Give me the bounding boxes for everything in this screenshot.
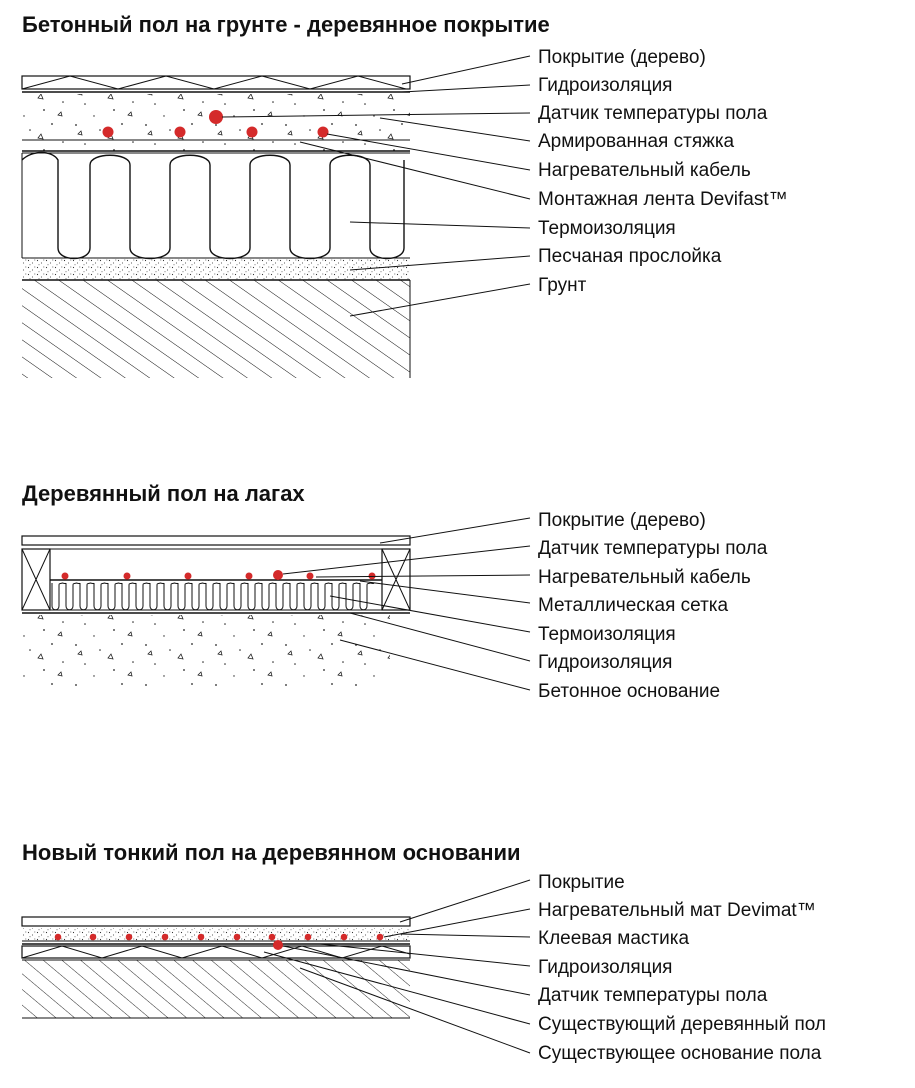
label-heating-cable: Нагревательный кабель [538,160,751,181]
covering-layer [22,917,410,926]
label-existing-floor-base: Существующее основание пола [538,1043,822,1064]
label-heating-mat: Нагревательный мат Devimat™ [538,900,816,921]
label-thermal-insulation: Термоизоляция [538,218,676,239]
floor-temperature-sensor [273,940,283,950]
heating-cable-point [175,127,186,138]
label-reinforced-screed: Армированная стяжка [538,131,735,152]
label-temperature-sensor: Датчик температуры пола [538,103,768,124]
label-waterproofing: Гидроизоляция [538,75,673,96]
label-mounting-tape: Монтажная лента Devifast™ [538,189,788,210]
concrete-base-layer [22,615,390,687]
existing-floor-base-layer [22,960,410,1018]
section-thin-floor-on-wood-base [22,840,826,1064]
label-waterproofing: Гидроизоляция [538,652,673,673]
label-covering: Покрытие [538,872,625,893]
sand-layer [22,258,410,280]
label-wood-covering: Покрытие (дерево) [538,47,706,68]
label-concrete-base: Бетонное основание [538,681,721,702]
label-temperature-sensor: Датчик температуры пола [538,538,768,559]
floor-temperature-sensor [209,110,223,124]
label-sand-layer: Песчаная прослойка [538,246,722,267]
adhesive-mastic-layer [22,928,410,941]
heating-cable-point [247,127,258,138]
label-thermal-insulation: Термоизоляция [538,624,676,645]
section-wood-floor-on-joists [22,481,768,702]
section-title: Деревянный пол на лагах [22,481,305,506]
thermal-insulation-layer [52,583,374,610]
label-wood-covering: Покрытие (дерево) [538,510,706,531]
label-waterproofing: Гидроизоляция [538,957,673,978]
label-temperature-sensor: Датчик температуры пола [538,985,768,1006]
section-title: Бетонный пол на грунте - деревянное покрытие [22,12,550,37]
label-heating-cable: Нагревательный кабель [538,567,751,588]
label-metal-mesh: Металлическая сетка [538,595,729,616]
label-existing-wooden-floor: Существующий деревянный пол [538,1014,826,1035]
soil-layer [22,280,410,378]
label-soil: Грунт [538,275,587,296]
floor-temperature-sensor [273,570,283,580]
heating-cable-point [318,127,329,138]
wood-covering-layer [22,536,410,545]
thermal-insulation-layer [22,153,404,259]
label-adhesive-mastic: Клеевая мастика [538,928,690,949]
section-concrete-on-ground [22,12,788,378]
heating-cable-point [103,127,114,138]
section-title: Новый тонкий пол на деревянном основании [22,840,521,865]
heating-cable-dots [62,573,376,580]
